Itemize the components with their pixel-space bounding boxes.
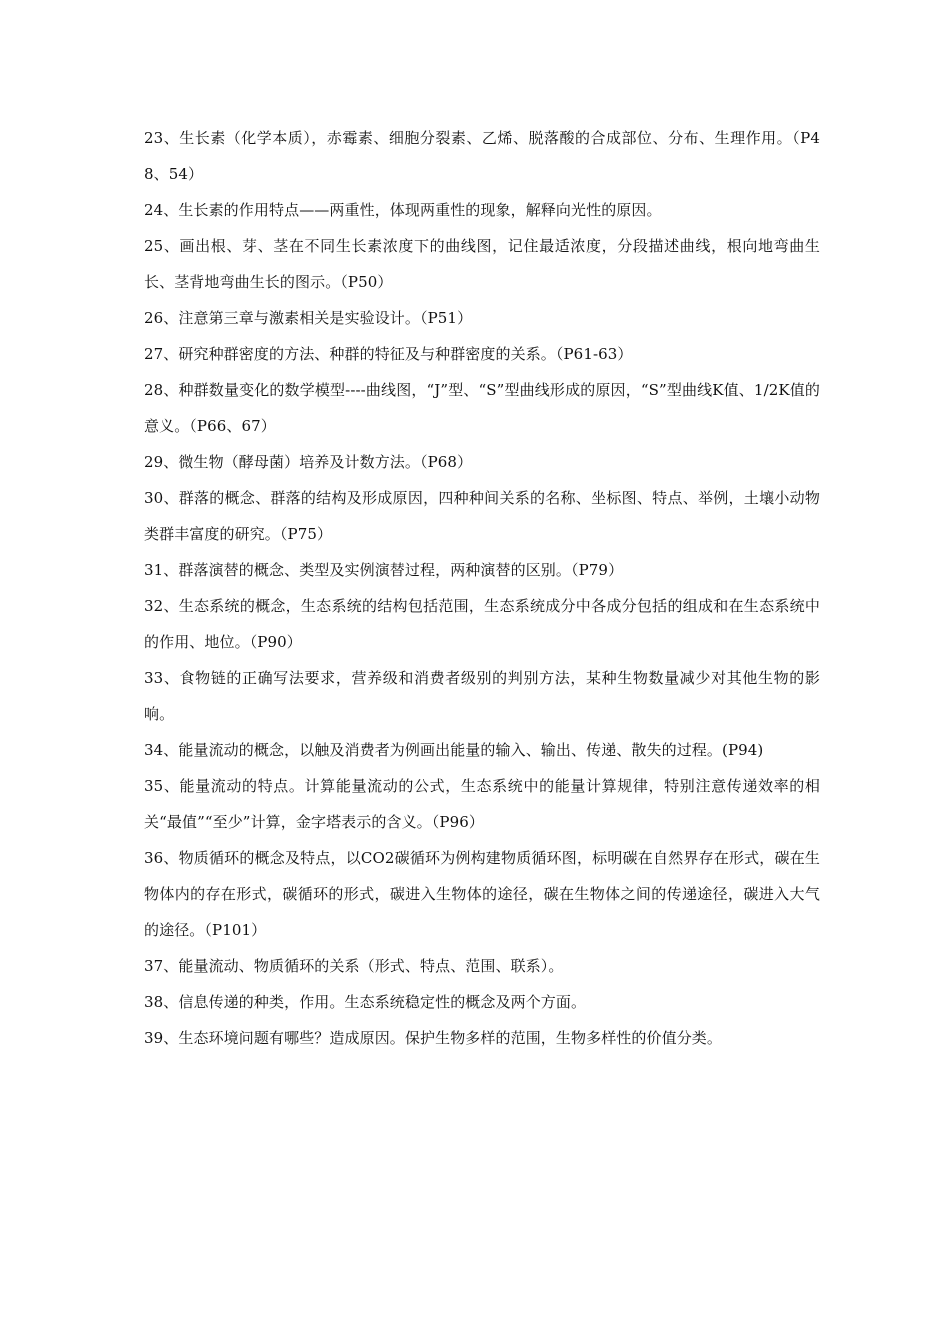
list-item-26: 26、注意第三章与激素相关是实验设计。（P51）: [144, 309, 473, 327]
list-item-32: 32、生态系统的概念，生态系统的结构包括范围，生态系统成分中各成分包括的组成和在生态系统中的作用、地位。（P90）: [144, 597, 820, 651]
list-item-29: 29、微生物（酵母菌）培养及计数方法。（P68）: [144, 453, 473, 471]
list-item-27: 27、研究种群密度的方法、种群的特征及与种群密度的关系。（P61-63）: [144, 345, 633, 363]
list-item-28: 28、种群数量变化的数学模型----曲线图，“J”型、“S”型曲线形成的原因，“S”型曲线K值、1/2K值的意义。（P66、67）: [144, 381, 820, 435]
list-item-25: 25、画出根、芽、茎在不同生长素浓度下的曲线图，记住最适浓度，分段描述曲线，根向地弯曲生长、茎背地弯曲生长的图示。（P50）: [144, 237, 820, 291]
list-item-38: 38、信息传递的种类，作用。生态系统稳定性的概念及两个方面。: [144, 993, 587, 1011]
list-item-23: 23、生长素（化学本质），赤霉素、细胞分裂素、乙烯、脱落酸的合成部位、分布、生理作用。（P48、54）: [144, 129, 820, 183]
list-item-35: 35、能量流动的特点。计算能量流动的公式，生态系统中的能量计算规律，特别注意传递效率的相关“最值”“至少”计算，金字塔表示的含义。（P96）: [144, 777, 820, 831]
list-item-37: 37、能量流动、物质循环的关系（形式、特点、范围、联系）。: [144, 957, 564, 975]
list-item-24: 24、生长素的作用特点——两重性，体现两重性的现象，解释向光性的原因。: [144, 201, 662, 219]
list-item-33: 33、食物链的正确写法要求，营养级和消费者级别的判别方法，某种生物数量减少对其他生物的影响。: [144, 669, 820, 723]
list-item-34: 34、能量流动的概念，以触及消费者为例画出能量的输入、输出、传递、散失的过程。(P94): [144, 741, 764, 759]
list-item-31: 31、群落演替的概念、类型及实例演替过程，两种演替的区别。（P79）: [144, 561, 624, 579]
review-list: [144, 120, 820, 1056]
list-item-39: 39、生态环境问题有哪些？造成原因。保护生物多样的范围，生物多样性的价值分类。: [144, 1029, 722, 1047]
list-item-30: 30、群落的概念、群落的结构及形成原因，四种种间关系的名称、坐标图、特点、举例，土壤小动物类群丰富度的研究。（P75）: [144, 489, 820, 543]
list-item-36: 36、物质循环的概念及特点，以CO2碳循环为例构建物质循环图，标明碳在自然界存在形式，碳在生物体内的存在形式，碳循环的形式，碳进入生物体的途径，碳在生物体之间的传递途径，碳进入大气的途径。（P101）: [144, 849, 820, 939]
